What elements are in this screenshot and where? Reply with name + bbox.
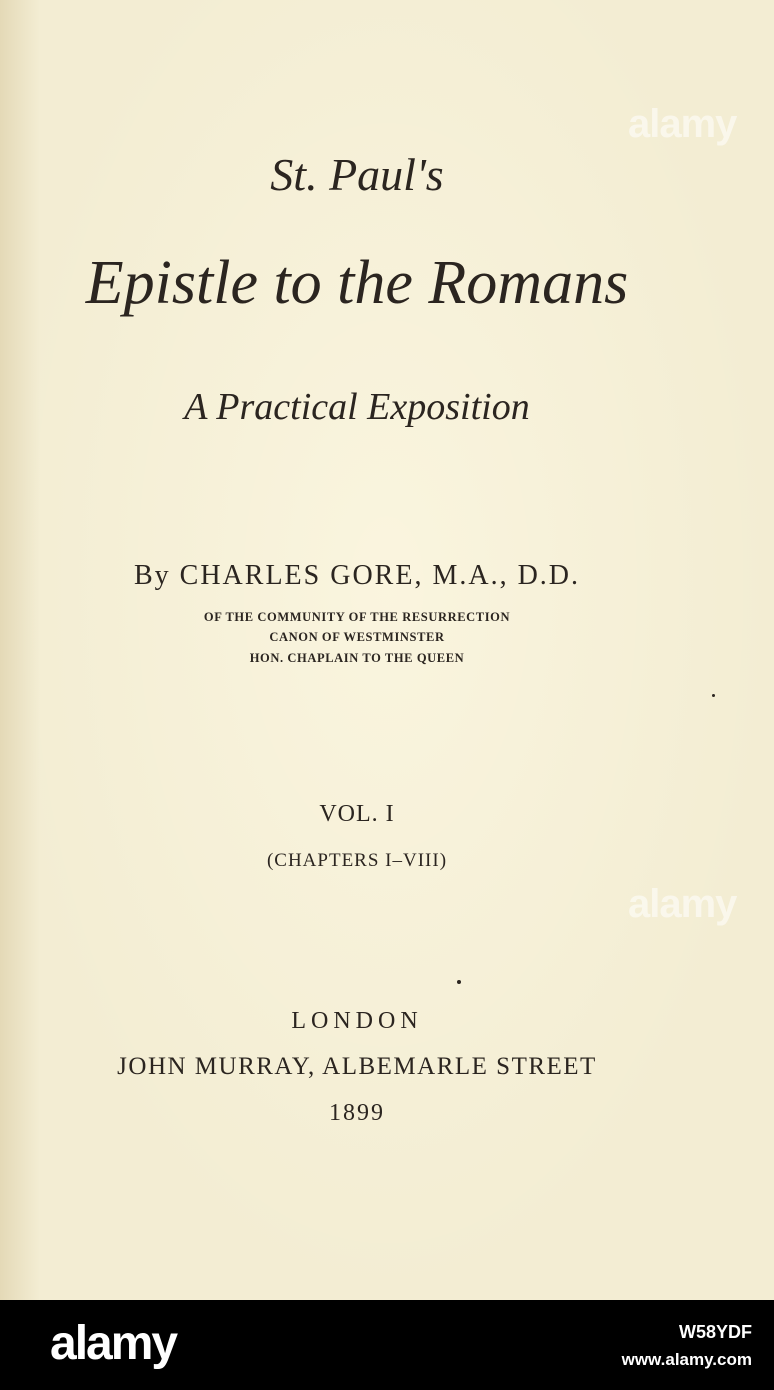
author-line [0, 560, 714, 592]
imprint-publisher: JOHN MURRAY, ALBEMARLE STREET [117, 1053, 597, 1080]
author-by: By [133, 560, 171, 591]
ink-speck [457, 980, 461, 984]
volume-label: VOL. I [319, 801, 395, 827]
title-line-2: Epistle to the Romans [85, 249, 629, 317]
credential-line: HON. CHAPLAIN TO THE QUEEN [249, 651, 465, 665]
credential-line: CANON OF WESTMINSTER [269, 630, 445, 644]
watermark: alamy [628, 882, 737, 926]
imprint-place: LONDON [291, 1008, 423, 1034]
chapters-label: (CHAPTERS I–VIII) [266, 850, 448, 871]
footer-url: www.alamy.com [621, 1350, 752, 1369]
footer-image-id: W58YDF [678, 1322, 752, 1342]
footer-bar [0, 1300, 774, 1390]
imprint-year: 1899 [329, 1100, 385, 1126]
author-name: CHARLES GORE, M.A., D.D. [179, 560, 581, 591]
watermark: alamy [628, 102, 737, 146]
credential-line: OF THE COMMUNITY OF THE RESURRECTION [203, 610, 511, 624]
title-line-1: St. Paul's [270, 149, 444, 200]
subtitle: A Practical Exposition [184, 386, 530, 428]
ink-speck [712, 694, 715, 697]
footer-logo: alamy [50, 1317, 177, 1370]
